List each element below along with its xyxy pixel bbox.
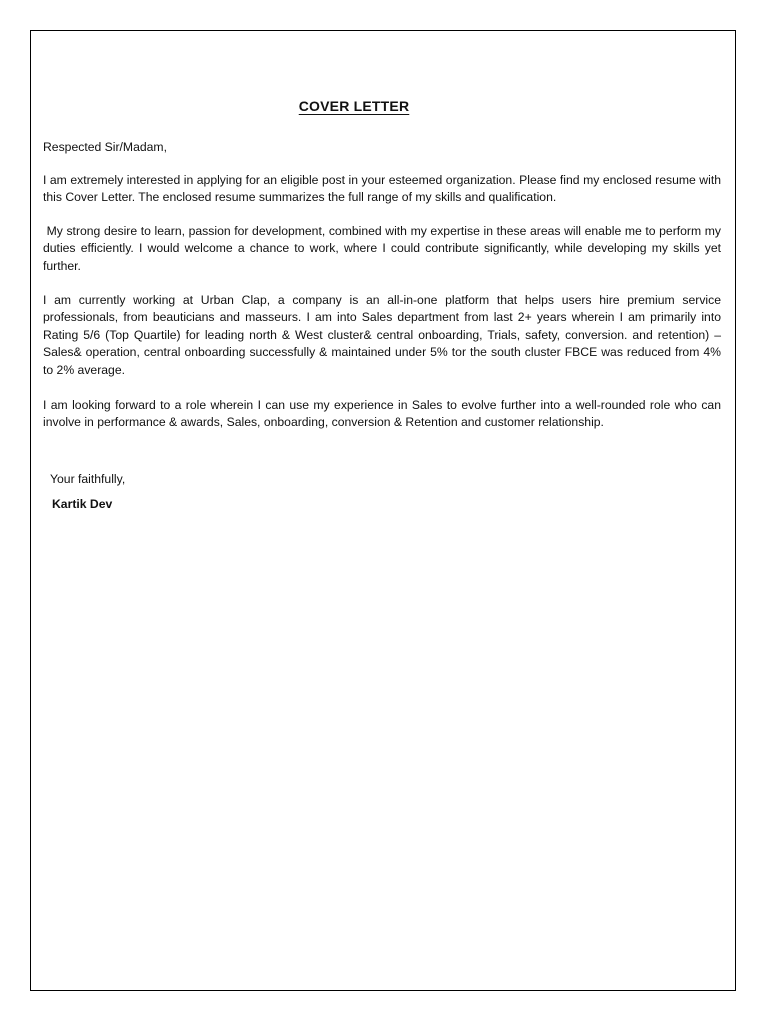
signer-name: Kartik Dev	[52, 497, 113, 511]
letter-title-text: COVER LETTER	[298, 98, 410, 114]
letter-title	[31, 98, 737, 114]
paragraph-intro: I am extremely interested in applying for an eligible post in your esteemed organization. Please find my enclosed resume with this Cover Letter. The enclosed resume summarizes the full range of my skills and qualification.	[43, 173, 721, 205]
paragraph-experience: I am currently working at Urban Clap, a company is an all-in-one platform that helps users hire premium service professionals, from beauticians and masseurs. I am into Sales department from last 2+ years wherein I am primarily into Rating 5/6 (Top Quartile) for leading north & West cluster& central onboarding, Trials, safety, conversion. and retention) – Sales& operation, central onboarding successfully & maintained under 5% tor the south cluster FBCE was reduced from 4% to 2% average.	[43, 293, 721, 377]
page-border	[30, 30, 736, 991]
paragraph-goal: I am looking forward to a role wherein I can use my experience in Sales to evolve further into a well-rounded role who can involve in performance & awards, Sales, onboarding, conversion & Retention and customer relationship.	[43, 398, 721, 430]
closing: Your faithfully,	[50, 472, 126, 486]
salutation: Respected Sir/Madam,	[43, 140, 167, 154]
paragraph-motivation: My strong desire to learn, passion for development, combined with my expertise in these areas will enable me to perform my duties efficiently. I would welcome a chance to work, where I could contribute significantly, while developing my skills yet further.	[43, 224, 725, 273]
